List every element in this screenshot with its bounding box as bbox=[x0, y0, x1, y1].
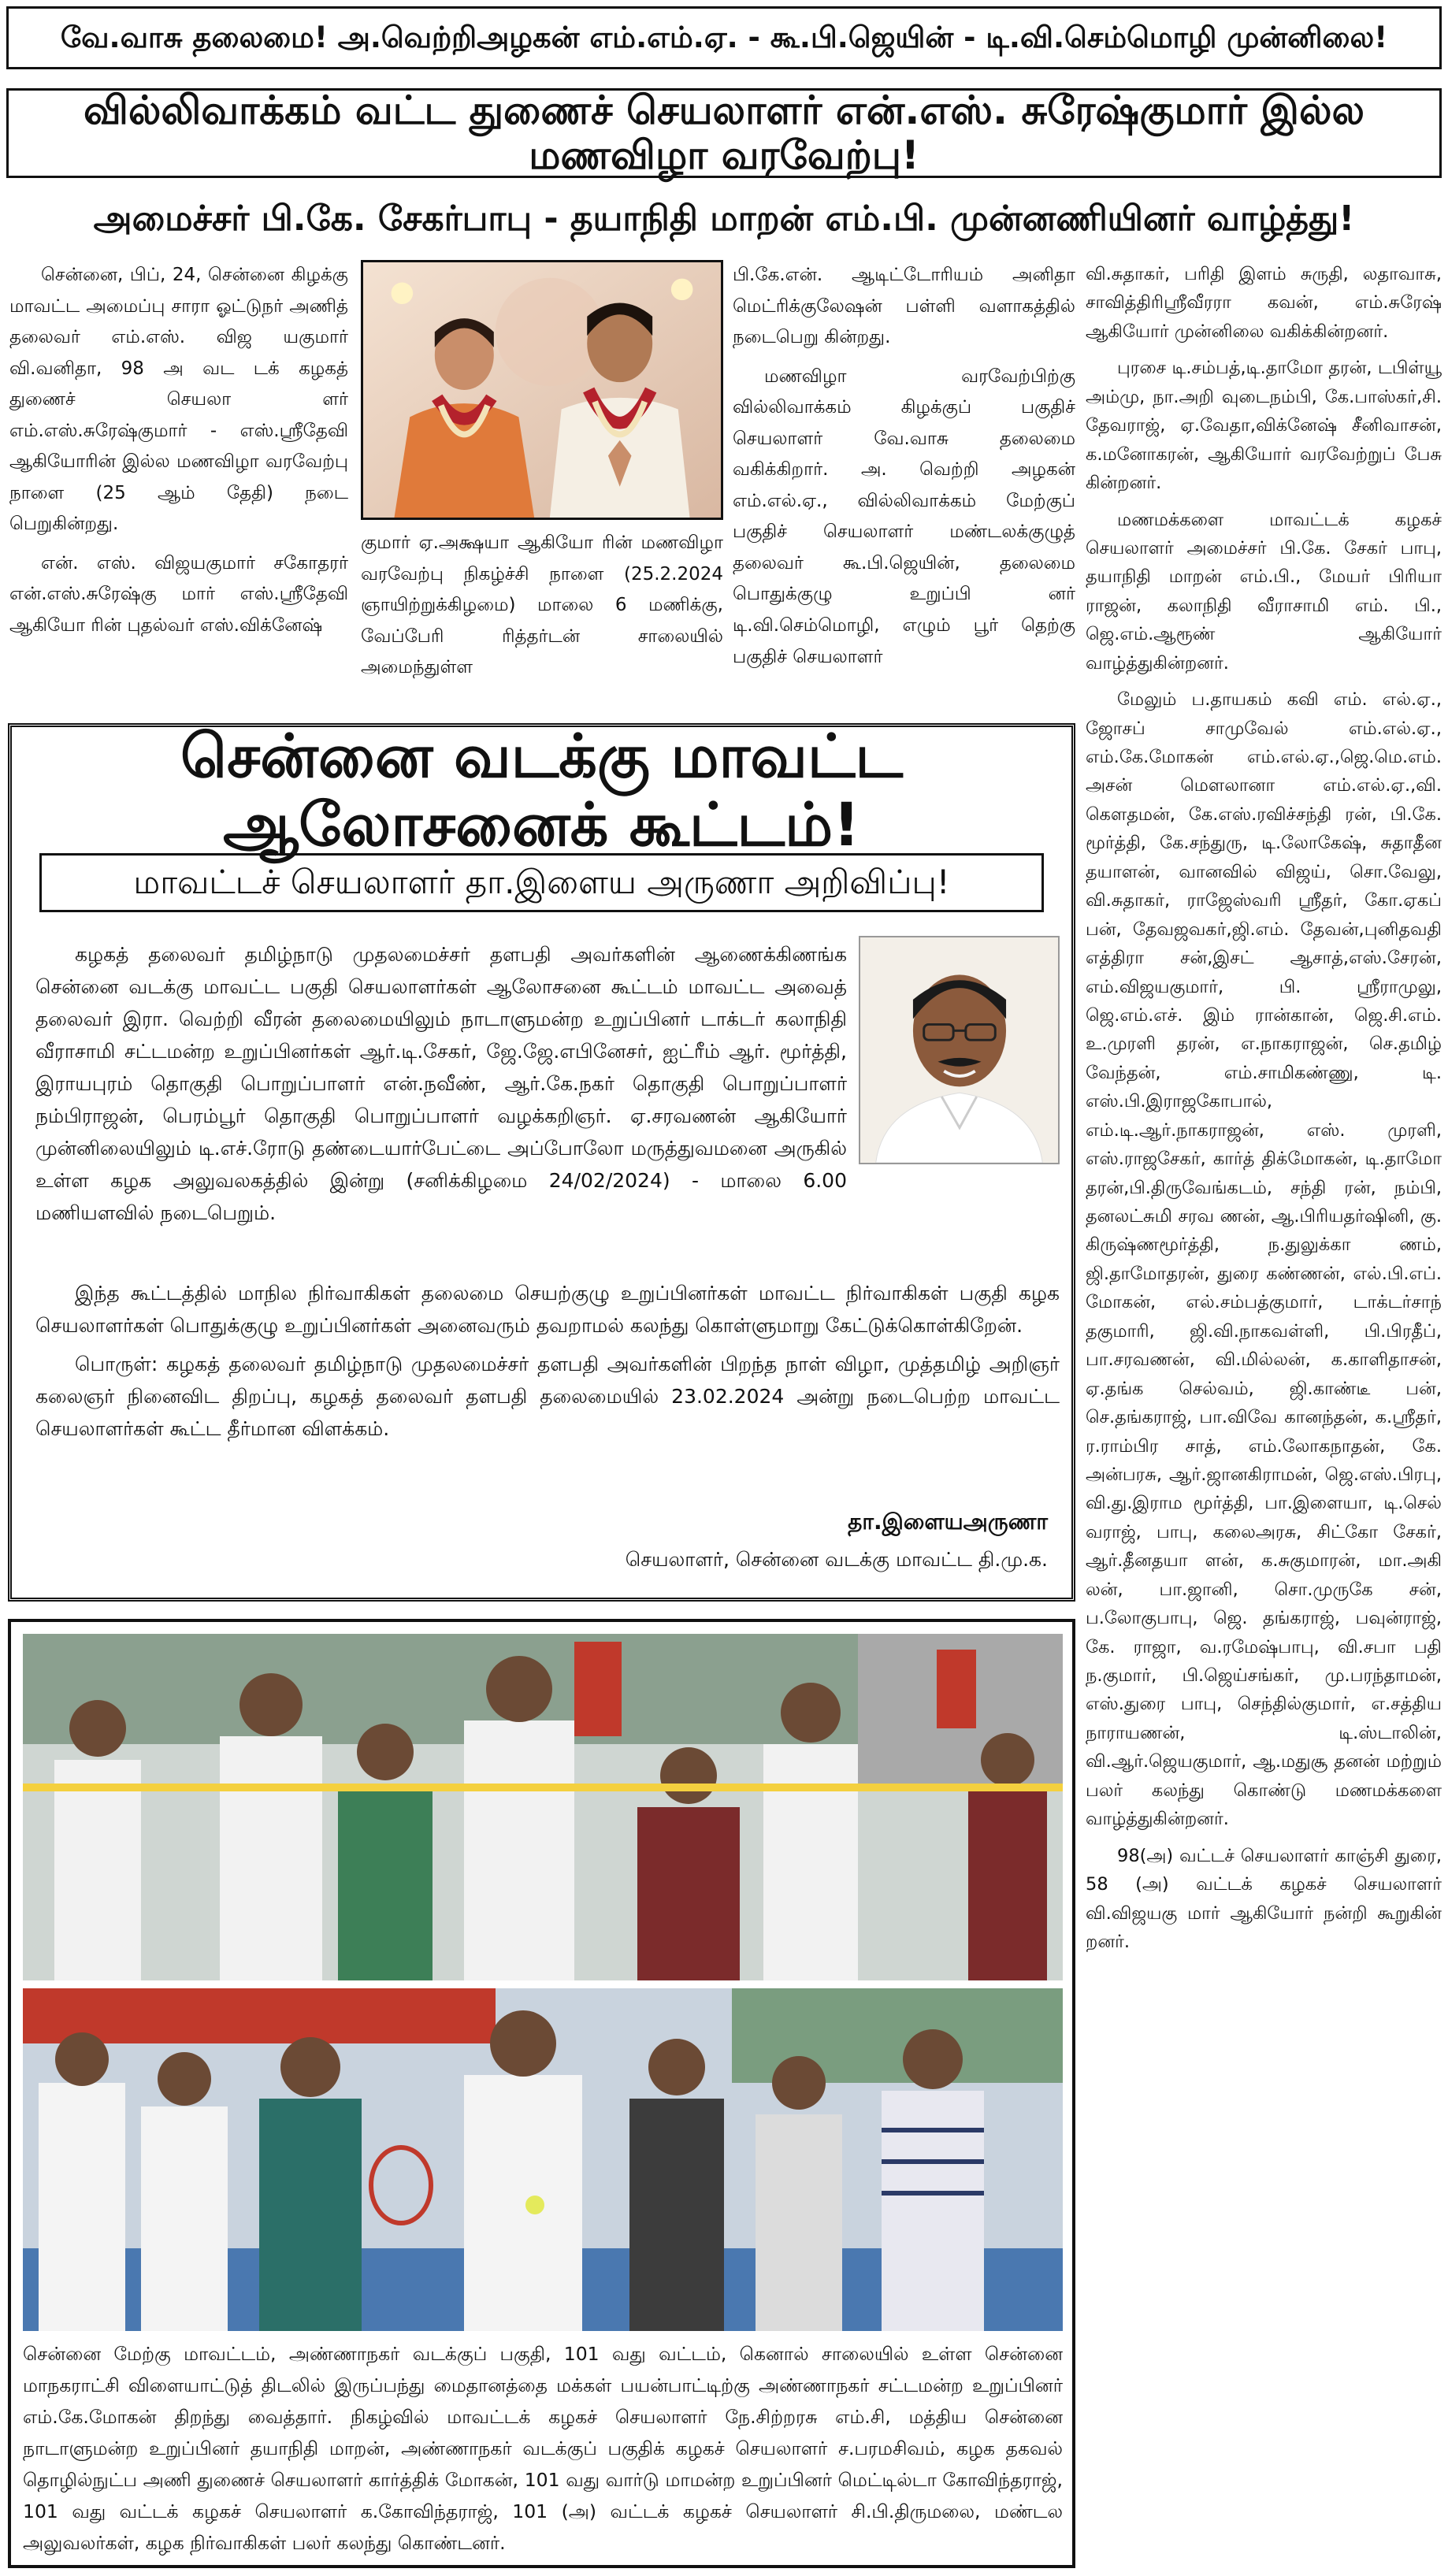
notice-designation bbox=[626, 1548, 1048, 1574]
notice-paragraph: பொருள்: கழகத் தலைவர் தமிழ்நாடு முதலமைச்சர் தளபதி அவர்களின் பிறந்த நாள் விழா, முத்தமிழ் அறிஞர் கலைஞர் நினைவிட திறப்பு, கழகத் தலைவர் தளபதி தலைமையில் 23.02.2024 அன்று நடைபெற்ற மாவட்ட செயலாளர்கள் கூட்ட தீர்மான விளக்கம். bbox=[35, 1353, 1060, 1440]
side-paragraph: மணமக்களை மாவட்டக் கழகச் செயலாளர் அமைச்சர் பி.கே. சேகர் பாபு, தயாநிதி மாறன் எம்.பி., மேயர் பிரியா ராஜன், கலாநிதி வீராசாமி எம். பி., ஜெ.எம்.ஆரூண் ஆகியோர் வாழ்த்துகின்றனர். bbox=[1086, 509, 1442, 674]
portrait-drawing bbox=[860, 937, 1058, 1163]
notice-paragraph: இந்த கூட்டத்தில் மாநில நிர்வாகிகள் தலைமை செயற்குழு உறுப்பினர்கள் மாவட்ட நிர்வாகிகள் பகுதி கழக செயலாளர்கள் பொதுக்குழு உறுப்பினர்கள் அனைவரும் தவறாமல் கலந்து கொள்ளுமாறு கேட்டுக்கொள்கிறேன். bbox=[35, 1282, 1060, 1337]
notice-body-lower bbox=[35, 1277, 1060, 1513]
ribbon-cutting-photo bbox=[23, 1634, 1063, 1980]
badminton-photo-drawing bbox=[23, 1988, 1063, 2331]
notice-paragraph: கழகத் தலைவர் தமிழ்நாடு முதலமைச்சர் தளபதி அவர்களின் ஆணைக்கிணங்க சென்னை வடக்கு மாவட்ட பகுதி செயலாளர்கள் ஆலோசனை கூட்டம் மாவட்ட அவைத் தலைவர் இரா. வெற்றி வீரன் தலைமையிலும் நாடாளுமன்ற உறுப்பினர் டாக்டர் கலாநிதி வீராசாமி சட்டமன்ற உறுப்பினர்கள் ஆர்.டி.சேகர், ஜே.ஜே.எபினேசர், ஐட்ரீம் ஆர். மூர்த்தி, இராயபுரம் தொகுதி பொறுப்பாளர் என்.நவீண், ஆர்.கே.நகர் தொகுதி பொறுப்பாளர் நம்பிராஜன், பெரம்பூர் தொகுதி பொறுப்பாளர் வழக்கறிஞர். ஏ.சரவணன் ஆகியோர் முன்னிலையிலும் டி.எச்.ரோடு தண்டையார்பேட்டை அப்போலோ மருத்துவமனை அருகில் உள்ள கழக அலுவலகத்தில் இன்று (சனிக்கிழமை 24/02/2024) - மாலை 6.00 மணியளவில் நடைபெறும். bbox=[35, 943, 847, 1224]
badminton-photo bbox=[23, 1988, 1063, 2331]
notice-body bbox=[35, 938, 847, 1277]
couple-photo bbox=[361, 260, 723, 520]
couple-photo-drawing bbox=[363, 262, 721, 518]
subheadline-text: அமைச்சர் பி.கே. சேகர்பாபு - தயாநிதி மாறன் எம்.பி. முன்னணியினர் வாழ்த்து! bbox=[93, 198, 1355, 239]
article1-paragraph: குமார் ஏ.அக்ஷயா ஆகியோ ரின் மணவிழா வரவேற்பு நிகழ்ச்சி நாளை (25.2.2024 ஞாயிற்றுக்கிழமை) மாலை 6 மணிக்கு, வேப்பேரி ரித்தர்டன் சாலையில் அமைந்துள்ள bbox=[361, 533, 723, 678]
headline-banner bbox=[6, 88, 1442, 178]
top-banner bbox=[6, 6, 1442, 69]
article1-column-3 bbox=[733, 260, 1075, 705]
side-paragraph: 98(அ) வட்டச் செயலாளர் காஞ்சி துரை, 58 (அ) வட்டக் கழகச் செயலாளர் வி.விஜயகு மார் ஆகியோர் நன்றி கூறுகின் றனர். bbox=[1086, 1845, 1442, 1952]
notice-signature bbox=[848, 1509, 1048, 1538]
notice-title bbox=[12, 720, 1071, 859]
side-paragraph: புரசை டி.சம்பத்,டி.தாமோ தரன், டபிள்யூ அம்மு, நா.அறி வுடைநம்பி, கே.பாஸ்கர்,சி. தேவராஜ், ஏ.வேதா,விக்னேஷ் சீனிவாசன், க.மனோகரன், ஆகியோர் வரவேற்றுப் பேசு கின்றனர். bbox=[1086, 358, 1442, 494]
photo-caption bbox=[23, 2339, 1063, 2563]
notice-designation-text: செயலாளர், சென்னை வடக்கு மாவட்ட தி.மு.க. bbox=[625, 1548, 1048, 1571]
side-column bbox=[1086, 260, 1442, 2572]
notice-title-text: சென்னை வடக்கு மாவட்ட ஆலோசனைக் கூட்டம்! bbox=[180, 720, 903, 859]
article1-paragraph: சென்னை, பிப், 24, சென்னை கிழக்கு மாவட்ட அமைப்பு சாரா ஓட்டுநர் அணித் தலைவர் எம்.எஸ். விஜ யகுமார் வி.வனிதா, 98 அ வட டக் கழகத் துணைச் செயலா ளர் எம்.எஸ்.சுரேஷ்குமார் - எஸ்.ஸ்ரீதேவி ஆகியோரின் இல்ல மணவிழா வரவேற்பு நாளை (25 ஆம் தேதி) நடை பெறுகின்றது. bbox=[9, 265, 348, 535]
subheadline bbox=[6, 189, 1442, 249]
photo-story-box bbox=[8, 1619, 1075, 2568]
article1-column-2 bbox=[361, 528, 723, 705]
side-paragraph: வி.சுதாகர், பரிதி இளம் சுருதி, லதாவாசு, சாவித்திரிஸ்ரீவீரரா கவன், எம்.சுரேஷ் ஆகியோர் முன்னிலை வகிக்கின்றனர். bbox=[1086, 264, 1442, 342]
photo-caption-text: சென்னை மேற்கு மாவட்டம், அண்ணாநகர் வடக்குப் பகுதி, 101 வது வட்டம், கெனால் சாலையில் உள்ள சென்னை மாநகராட்சி விளையாட்டுத் திடலில் இருப்பந்து மைதானத்தை மக்கள் பயன்பாட்டிற்கு அண்ணாநகர் சட்டமன்ற உறுப்பினர் எம்.கே.மோகன் திறந்து வைத்தார். நிகழ்வில் மாவட்டக் கழகச் செயலாளர் நே.சிற்றரசு எம்.சி, மத்திய சென்னை நாடாளுமன்ற உறுப்பினர் தயாநிதி மாறன், அண்ணாநகர் வடக்குப் பகுதிக் கழகச் செயலாளர் ச.பரமசிவம், கழக தகவல் தொழில்நுட்ப அணி துணைச் செயலாளர் கார்த்திக் மோகன், 101 வது வார்டு மாமன்ற உறுப்பினர் மெட்டில்டா கோவிந்தராஜ், 101 வது வட்டக் கழகச் செயலாளர் க.கோவிந்தராஜ், 101 (அ) வட்டக் கழகச் செயலாளர் சி.பி.திருமலை, மண்டல அலுவலர்கள், கழக நிர்வாகிகள் பலர் கலந்து கொண்டனர். bbox=[23, 2343, 1063, 2554]
notice-signature-text: தா.இளையஅருணா bbox=[848, 1509, 1048, 1535]
secretary-portrait bbox=[859, 936, 1060, 1164]
notice-box bbox=[8, 720, 1075, 1602]
top-banner-text: வே.வாசு தலைமை! அ.வெற்றிஅழகன் எம்.எம்.ஏ. - கூ.பி.ஜெயின் - டி.வி.செம்மொழி முன்னிலை! bbox=[60, 20, 1388, 54]
article1-column-1 bbox=[9, 260, 348, 705]
article1-paragraph: பி.கே.என். ஆடிட்டோரியம் அனிதா மெட்ரிக்குலேஷன் பள்ளி வளாகத்தில் நடைபெறு கின்றது. bbox=[733, 265, 1075, 348]
ribbon-photo-drawing bbox=[23, 1634, 1063, 1980]
notice-subtitle-text: மாவட்டச் செயலாளர் தா.இளைய அருணா அறிவிப்பு! bbox=[133, 863, 950, 902]
headline-text: வில்லிவாக்கம் வட்ட துணைச் செயலாளர் என்.எஸ். சுரேஷ்குமார் இல்ல மணவிழா வரவேற்பு! bbox=[83, 87, 1365, 178]
side-paragraph: மேலும் ப.தாயகம் கவி எம். எல்.ஏ., ஜோசப் சாமுவேல் எம்.எல்.ஏ., எம்.கே.மோகன் எம்.எல்.ஏ.,ஜெ.மெ.எம். அசன் மௌலானா எம்.எல்.ஏ.,வி. கௌதமன், கே.எஸ்.ரவிச்சந்தி ரன், பி.கே. மூர்த்தி, கே.சந்துரு, டி.லோகேஷ், சுதாதீன தயாளன், வானவில் விஜய், சொ.வேலு, வி.சுதாகர், ராஜேஸ்வரி ஸ்ரீதர், கோ.ஏகப் பன், தேவஜவகர்,ஜி.எம். தேவன்,புனிதவதி எத்திரா சன்,இசட் ஆசாத்,எஸ்.சேரன், எம்.விஜயகுமார், பி. ஸ்ரீராமுலு, ஜெ.எம்.எச். இம் ரான்கான், ஜெ.சி.எம். உ.முரளி தரன், எ.நாகராஜன், செ.தமிழ் வேந்தன், எம்.சாமிகண்ணு, டி. எஸ்.பி.இராஜகோபால், எம்.டி.ஆர்.நாகராஜன், எஸ். முரளி, எஸ்.ராஜசேகர், கார்த் திக்மோகன், டி.தாமோ தரன்,பி.திருவேங்கடம், சந்தி ரன், நம்பி, தனலட்சுமி சரவ ணன், ஆ.பிரியதர்ஷினி, கு. கிருஷ்ணமூர்த்தி, ந.துலுக்கா ணம், ஜி.தாமோதரன், துரை கண்ணன், எல்.பி.எப். மோகன், எல்.சம்பத்குமார், டாக்டர்சாந் தகுமாரி, ஜி.வி.நாகவள்ளி, பி.பிரதீப், பா.சரவணன், வி.மில்லன், க.காளிதாசன், ஏ.தங்க செல்வம், ஜி.காண்டீ பன், செ.தங்கராஜ், பா.விவே கானந்தன், க.ஸ்ரீதர், ர.ராம்பிர சாத், எம்.லோகநாதன், கே. அன்பரசு, ஆர்.ஜானகிராமன், ஜெ.எஸ்.பிரபு, வி.து.இராம மூர்த்தி, பா.இளையா, டி.செல் வராஜ், பாபு, கலைஅரசு, சிட்கோ சேகர், ஆர்.தீனதயா ளன், க.சுகுமாரன், மா.அகி லன், பா.ஜானி, சொ.முருகே சன், ப.லோகுபாபு, ஜெ. தங்கராஜ், பவுன்ராஜ், கே. ராஜா, வ.ரமேஷ்பாபு, வி.சபா பதி ந.குமார், பி.ஜெய்சங்கர், மு.பரந்தாமன், எஸ்.துரை பாபு, செந்தில்குமார், எ.சத்திய நாராயணன், டி.ஸ்டாலின், வி.ஆர்.ஜெயகுமார், ஆ.மதுசூ தனன் மற்றும் பலர் கலந்து கொண்டு மணமக்களை வாழ்த்துகின்றனர். bbox=[1086, 689, 1442, 1830]
article1-paragraph: மணவிழா வரவேற்பிற்கு வில்லிவாக்கம் கிழக்குப் பகுதிச் செயலாளர் வே.வாசு தலைமை வகிக்கிறார். அ. வெற்றி அழகன் எம்.எல்.ஏ., வில்லிவாக்கம் மேற்குப் பகுதிச் செயலாளர் மண்டலக்குழுத் தலைவர் கூ.பி.ஜெயின், தலைமை பொதுக்குழு உறுப்பி னர் டி.வி.செம்மொழி, எழும் பூர் தெற்கு பகுதிச் செயலாளர் bbox=[733, 366, 1075, 667]
notice-subtitle bbox=[39, 853, 1044, 912]
article1-paragraph: என். எஸ். விஜயகுமார் சகோதரர் என்.எஸ்.சுரேஷ்கு மார் எஸ்.ஸ்ரீதேவி ஆகியோ ரின் புதல்வர் எஸ்.விக்னேஷ் bbox=[9, 552, 348, 637]
